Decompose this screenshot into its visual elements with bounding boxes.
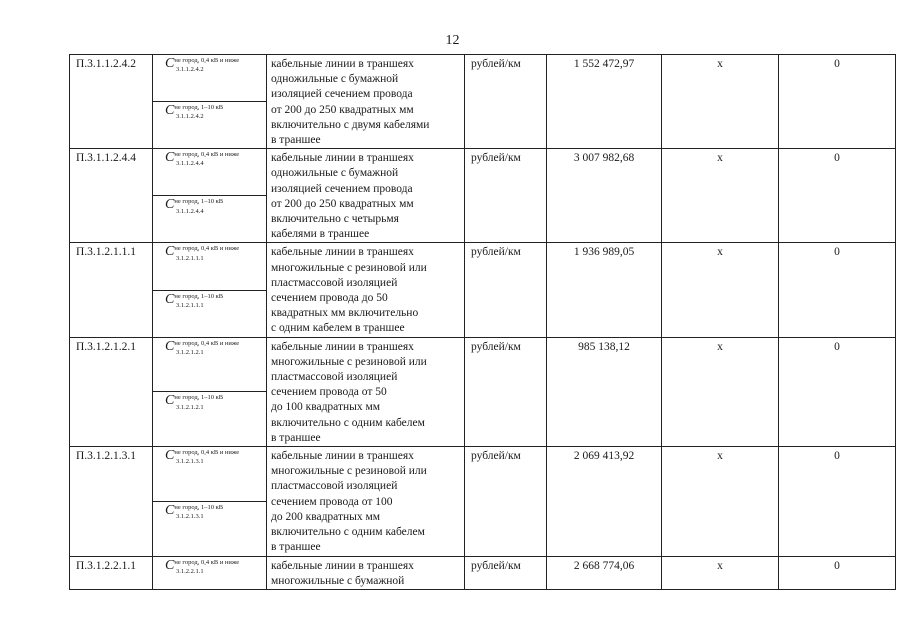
rate-symbol-letter: C — [165, 448, 175, 464]
mark-x: х — [662, 149, 779, 243]
description-line: одножильные с бумажной — [271, 73, 399, 86]
description-line: одножильные с бумажной — [271, 167, 399, 180]
symbol-stack — [153, 149, 266, 242]
symbol-stack — [153, 55, 266, 148]
description-line: кабельные линии в траншеях — [271, 152, 414, 165]
rate-code: П.3.1.1.2.4.4 — [70, 149, 153, 243]
description — [267, 447, 465, 556]
symbol-subscript: 3.1.2.2.1.1 — [176, 567, 204, 575]
rate-symbol-letter: C — [165, 291, 175, 307]
symbol-low-voltage — [153, 243, 266, 289]
unit: рублей/км — [465, 447, 547, 556]
description-line: с одним кабелем в траншее — [271, 322, 405, 335]
symbol-mid-voltage — [153, 290, 266, 337]
symbol-subscript: 3.1.2.1.2.1 — [176, 348, 204, 356]
description-line: сечением провода до 50 — [271, 292, 388, 305]
zero-value: 0 — [779, 243, 896, 337]
description-line: кабельные линии в траншеях — [271, 58, 414, 70]
symbol-superscript: не город, 1–10 кВ — [174, 503, 224, 511]
table-row — [70, 149, 896, 243]
symbol-cell — [153, 556, 267, 589]
symbol-subscript: 3.1.2.1.1.1 — [176, 301, 204, 309]
table-row — [70, 55, 896, 149]
table-row — [70, 447, 896, 556]
zero-value: 0 — [779, 556, 896, 589]
description-line: до 200 квадратных мм — [271, 510, 381, 523]
symbol-cell — [153, 149, 267, 243]
symbol-subscript: 3.1.2.1.3.1 — [176, 458, 204, 466]
description-line: многожильные с бумажной — [271, 574, 405, 587]
rate-code: П.3.1.2.1.2.1 — [70, 337, 153, 446]
description-line: пластмассовой изоляцией — [271, 276, 398, 289]
mark-x: х — [662, 55, 779, 149]
description — [267, 149, 465, 243]
symbol-superscript: не город, 0,4 кВ и ниже — [174, 339, 240, 347]
rate-code: П.3.1.2.1.1.1 — [70, 243, 153, 337]
unit: рублей/км — [465, 243, 547, 337]
mark-x: х — [662, 447, 779, 556]
rate-value: 985 138,12 — [547, 337, 662, 446]
description-line: многожильные с резиновой или — [271, 261, 427, 274]
description-line: включительно с одним кабелем — [271, 416, 425, 429]
symbol-superscript: не город, 0,4 кВ и ниже — [174, 558, 240, 566]
description-line: изоляцией сечением провода — [271, 182, 413, 195]
description-line: изоляцией сечением провода — [271, 88, 413, 101]
symbol-stack — [153, 447, 266, 555]
symbol-superscript: не город, 1–10 кВ — [174, 292, 224, 300]
description-line: до 100 квадратных мм — [271, 401, 381, 414]
description-line: включительно с четырьмя — [271, 213, 399, 226]
rate-code: П.3.1.2.2.1.1 — [70, 556, 153, 589]
symbol-cell — [153, 243, 267, 337]
symbol-stack — [153, 338, 266, 446]
symbol-superscript: не город, 0,4 кВ и ниже — [174, 449, 240, 457]
rate-symbol-letter: C — [165, 557, 175, 573]
symbol-subscript: 3.1.1.2.4.2 — [176, 113, 204, 121]
symbol-subscript: 3.1.2.1.3.1 — [176, 513, 204, 520]
symbol-low-voltage — [153, 55, 266, 101]
zero-value: 0 — [779, 447, 896, 556]
symbol-superscript: не город, 1–10 кВ — [174, 198, 224, 206]
symbol-stack — [153, 557, 266, 589]
symbol-cell — [153, 447, 267, 556]
rate-code: П.3.1.1.2.4.2 — [70, 55, 153, 149]
rate-symbol-letter: C — [165, 393, 175, 409]
description-line: кабельные линии в траншеях — [271, 246, 414, 259]
description-line: многожильные с резиновой или — [271, 465, 427, 478]
unit: рублей/км — [465, 149, 547, 243]
description-line: многожильные с резиновой или — [271, 355, 427, 368]
mark-x: х — [662, 337, 779, 446]
description-line: от 200 до 250 квадратных мм — [271, 197, 414, 210]
table-body — [70, 55, 896, 590]
table-row — [70, 556, 896, 589]
symbol-subscript: 3.1.1.2.4.4 — [176, 160, 204, 168]
rate-symbol-letter: C — [165, 103, 175, 119]
table-row — [70, 243, 896, 337]
rates-table — [69, 54, 896, 590]
symbol-mid-voltage — [153, 101, 266, 148]
symbol-cell — [153, 55, 267, 149]
description-line: сечением провода от 50 — [271, 386, 387, 399]
description-line: пластмассовой изоляцией — [271, 371, 398, 384]
symbol-superscript: не город, 0,4 кВ и ниже — [174, 245, 240, 253]
description-line: кабельные линии в траншеях — [271, 450, 414, 463]
unit: рублей/км — [465, 556, 547, 589]
symbol-subscript: 3.1.1.2.4.4 — [176, 207, 204, 215]
rate-symbol-letter: C — [165, 338, 175, 354]
description-line: включительно с двумя кабелями — [271, 118, 430, 131]
table-row — [70, 337, 896, 446]
symbol-mid-voltage — [153, 195, 266, 242]
description-line: кабелями в траншее — [271, 228, 370, 241]
rate-value: 2 668 774,06 — [547, 556, 662, 589]
zero-value: 0 — [779, 337, 896, 446]
symbol-low-voltage — [153, 557, 266, 589]
unit: рублей/км — [465, 55, 547, 149]
symbol-mid-voltage — [153, 501, 266, 556]
description — [267, 55, 465, 149]
symbol-low-voltage — [153, 149, 266, 195]
symbol-mid-voltage — [153, 391, 266, 446]
symbol-superscript: не город, 1–10 кВ — [174, 104, 224, 112]
rate-symbol-letter: C — [165, 197, 175, 213]
description-line: кабельные линии в траншеях — [271, 559, 414, 572]
symbol-subscript: 3.1.1.2.4.2 — [176, 66, 204, 74]
rate-symbol-letter: C — [165, 56, 175, 71]
rate-code: П.3.1.2.1.3.1 — [70, 447, 153, 556]
description-line: кабельные линии в траншеях — [271, 340, 414, 353]
description-line: квадратных мм включительно — [271, 307, 419, 320]
zero-value: 0 — [779, 55, 896, 149]
rate-value: 1 936 989,05 — [547, 243, 662, 337]
description — [267, 556, 465, 589]
description-line: в траншее — [271, 134, 321, 147]
mark-x: х — [662, 243, 779, 337]
description-line: включительно с одним кабелем — [271, 526, 425, 539]
symbol-cell — [153, 337, 267, 446]
rate-value: 2 069 413,92 — [547, 447, 662, 556]
description-line: в траншее — [271, 431, 321, 444]
symbol-low-voltage — [153, 338, 266, 392]
rate-value: 1 552 472,97 — [547, 55, 662, 149]
description-line: сечением провода от 100 — [271, 495, 393, 508]
symbol-superscript: не город, 0,4 кВ и ниже — [174, 151, 240, 159]
page-number: 12 — [445, 33, 460, 48]
rate-symbol-letter: C — [165, 502, 175, 518]
symbol-superscript: не город, 0,4 кВ и ниже — [174, 57, 240, 64]
symbol-superscript: не город, 1–10 кВ — [174, 394, 224, 402]
symbol-stack — [153, 243, 266, 336]
unit: рублей/км — [465, 337, 547, 446]
zero-value: 0 — [779, 149, 896, 243]
description-line: пластмассовой изоляцией — [271, 480, 398, 493]
symbol-low-voltage — [153, 447, 266, 501]
description — [267, 337, 465, 446]
symbol-subscript: 3.1.2.1.1.1 — [176, 254, 204, 262]
description-line: в траншее — [271, 541, 321, 554]
description-line: от 200 до 250 квадратных мм — [271, 103, 414, 116]
rate-symbol-letter: C — [165, 150, 175, 166]
rate-value: 3 007 982,68 — [547, 149, 662, 243]
mark-x: х — [662, 556, 779, 589]
rate-symbol-letter: C — [165, 244, 175, 260]
description — [267, 243, 465, 337]
symbol-subscript: 3.1.2.1.2.1 — [176, 403, 204, 411]
